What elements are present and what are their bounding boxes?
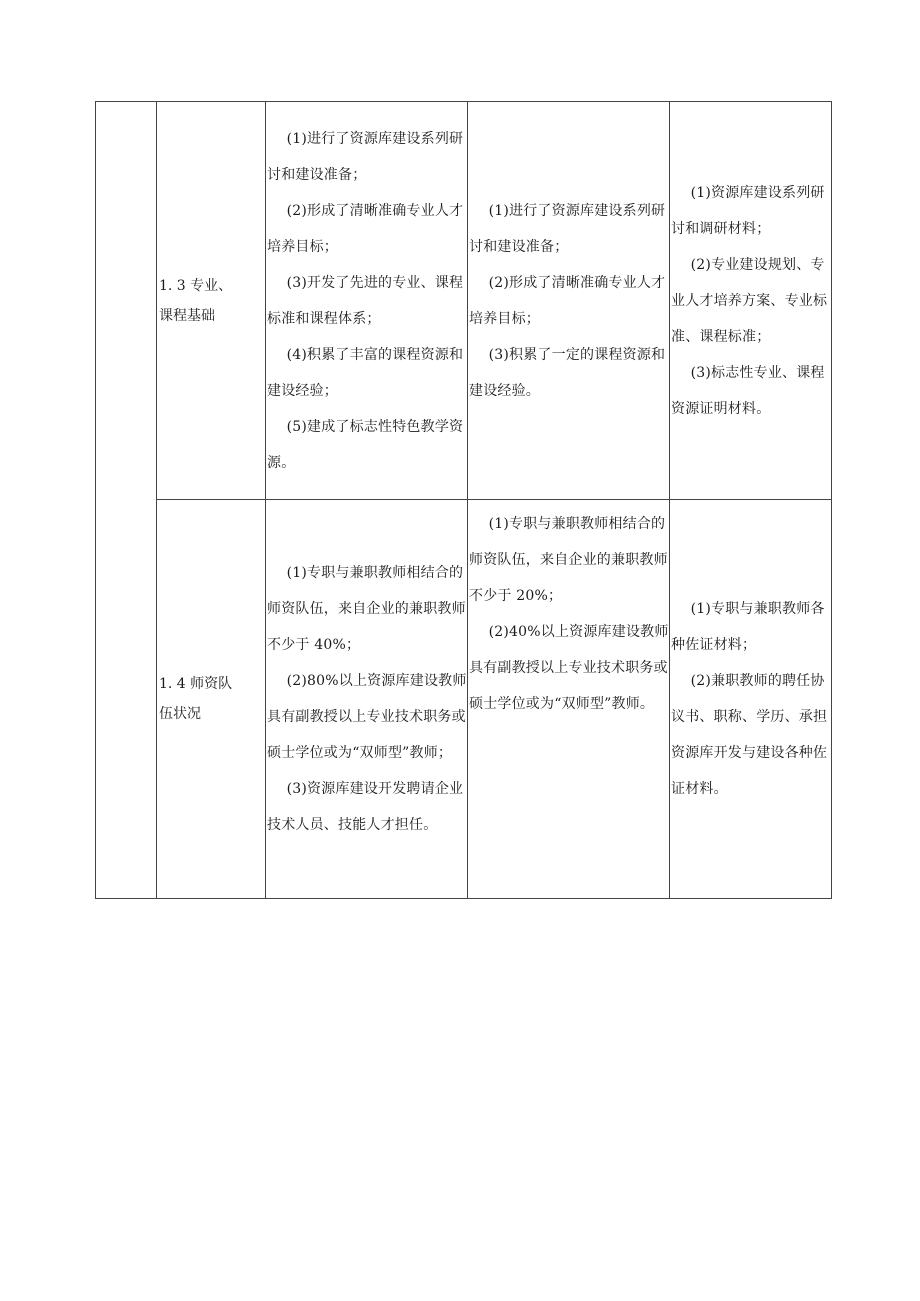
excellent-criteria-cell — [266, 102, 468, 500]
evidence-paragraph: (1)资源库建设系列研讨和调研材料； — [671, 184, 825, 237]
item-label-line: 1. 4 师资队 — [159, 676, 233, 692]
criteria-paragraph: (2)80%以上资源库建设教师具有副教授以上专业技术职务或硕士学位或为“双师型”教师； — [267, 673, 467, 761]
excellent-criteria-cell — [266, 500, 468, 899]
criteria-paragraph: (3)积累了一定的课程资源和建设经验。 — [469, 346, 666, 399]
criteria-paragraph: (2)40%以上资源库建设教师具有副教授以上专业技术职务或硕士学位或为“双师型”教师。 — [469, 624, 669, 712]
criteria-paragraph: (1)专职与兼职教师相结合的师资队伍，来自企业的兼职教师不少于 40%； — [267, 565, 466, 653]
item-label-line: 伍状况 — [159, 706, 201, 722]
evidence-paragraph: (2)专业建设规划、专业人才培养方案、专业标准、课程标准； — [671, 256, 828, 345]
criteria-paragraph: (2)形成了清晰准确专业人才培养目标； — [469, 274, 666, 327]
criteria-paragraph: (1)进行了资源库建设系列研讨和建设准备； — [267, 130, 464, 183]
criteria-paragraph: (2)形成了清晰准确专业人才培养目标； — [267, 202, 464, 255]
category-cell — [96, 102, 157, 899]
criteria-paragraph: (1)专职与兼职教师相结合的师资队伍，来自企业的兼职教师不少于 20%； — [469, 516, 668, 604]
criteria-paragraph: (3)资源库建设开发聘请企业技术人员、技能人才担任。 — [267, 781, 464, 833]
evidence-cell — [670, 102, 832, 500]
criteria-paragraph: (5)建成了标志性特色教学资源。 — [267, 418, 464, 471]
evidence-paragraph: (3)标志性专业、课程资源证明材料。 — [671, 364, 825, 417]
item-label-line: 1. 3 专业、 — [159, 277, 233, 294]
item-cell — [157, 102, 266, 500]
table-row — [96, 102, 832, 500]
item-cell — [157, 500, 266, 899]
criteria-paragraph: (4)积累了丰富的课程资源和建设经验； — [267, 346, 464, 399]
evidence-cell — [670, 500, 832, 899]
evaluation-table — [95, 101, 832, 899]
evidence-paragraph: (1)专职与兼职教师各种佐证材料； — [671, 601, 825, 653]
qualified-criteria-cell — [468, 500, 670, 899]
item-label-line: 课程基础 — [159, 307, 215, 324]
criteria-paragraph: (1)进行了资源库建设系列研讨和建设准备； — [469, 202, 666, 255]
table-row — [96, 500, 832, 899]
criteria-paragraph: (3)开发了先进的专业、课程标准和课程体系； — [267, 274, 464, 327]
item-label — [157, 271, 265, 331]
evidence-paragraph: (2)兼职教师的聘任协议书、职称、学历、承担资源库开发与建设各种佐证材料。 — [671, 673, 828, 797]
item-label — [157, 669, 265, 729]
qualified-criteria-cell — [468, 102, 670, 500]
